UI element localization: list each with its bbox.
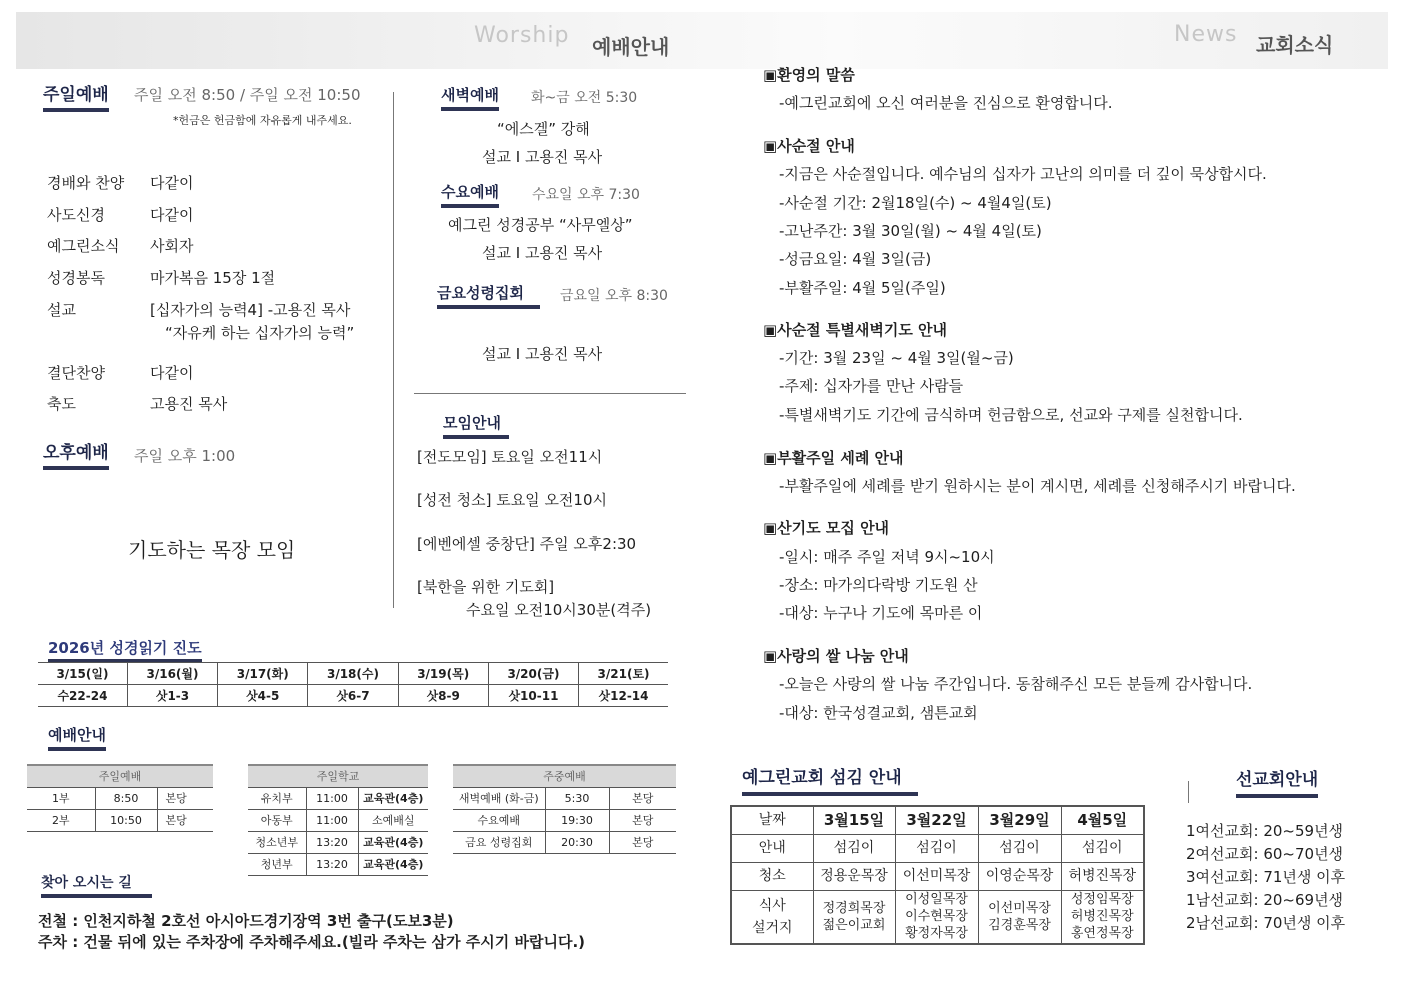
- table-cell: 섬김이: [1061, 834, 1144, 862]
- reading-date: 3/16(월): [127, 663, 217, 685]
- table-cell: 이영순목장: [978, 862, 1061, 890]
- reading-passage: 삿6-7: [308, 685, 398, 707]
- news-title: ▣부활주일 세례 안내: [763, 449, 904, 467]
- order-label: 예그린소식: [47, 237, 120, 255]
- meeting-item: [북한을 위한 기도회]: [417, 578, 555, 596]
- table-row: [248, 809, 428, 831]
- table-cell: 5:30: [545, 787, 609, 809]
- order-label: 사도신경: [47, 206, 105, 224]
- order-value: [십자가의 능력4] -고용진 목사: [150, 301, 351, 319]
- friday-time: 금요일 오후 8:30: [560, 288, 668, 304]
- table-cell: 13:20: [306, 831, 358, 853]
- mission-item: 3여선교회: 71년생 이후: [1186, 868, 1346, 886]
- order-label: 경배와 찬양: [47, 174, 125, 192]
- table-cell: 1부: [27, 787, 95, 809]
- table-cell: 허병진목장: [1061, 862, 1144, 890]
- wednesday-topic: 예그린 성경공부 “사무엘상”: [448, 216, 633, 234]
- table-cell: [895, 890, 978, 944]
- afternoon-time: 주일 오후 1:00: [134, 447, 236, 465]
- table-row: [27, 787, 213, 809]
- table-cell: 2부: [27, 809, 95, 831]
- table-cell: 11:00: [306, 787, 358, 809]
- table-cell: 3월29일: [978, 806, 1061, 834]
- table-row: [248, 787, 428, 809]
- table-cell: 이선미목장: [895, 862, 978, 890]
- news-line: -특별새벽기도 기간에 금식하며 헌금함으로, 선교와 구제를 실천합니다.: [779, 406, 1243, 424]
- table-cell: 유치부: [248, 787, 306, 809]
- table-cell: 3월15일: [813, 806, 895, 834]
- order-value: 다같이: [150, 174, 194, 192]
- sunday-school-table: [248, 764, 428, 876]
- table-row: [27, 809, 213, 831]
- offering-note: *헌금은 헌금함에 자유롭게 내주세요.: [173, 114, 352, 127]
- group-name: 허병진목장: [1070, 909, 1134, 925]
- friday-worship-title: 금요성령집회: [437, 282, 540, 309]
- group-name: 김경훈목장: [988, 917, 1051, 933]
- wednesday-time: 수요일 오후 7:30: [532, 187, 640, 203]
- reading-passage: 삿10-11: [488, 685, 578, 707]
- group-name: 황정자목장: [905, 926, 968, 942]
- sunday-worship-table: [27, 764, 213, 832]
- table-cell: 13:20: [306, 853, 358, 875]
- order-label: 설교: [47, 301, 76, 319]
- meeting-detail: 수요일 오전10시30분(격주): [466, 601, 652, 619]
- sermon-title: “자유케 하는 십자가의 능력”: [165, 324, 355, 342]
- wednesday-worship-title: 수요예배: [441, 181, 499, 208]
- reading-date: 3/17(화): [218, 663, 308, 685]
- table-cell: 교육관(4층): [358, 787, 428, 809]
- reading-date: 3/20(금): [488, 663, 578, 685]
- table-cell: 10:50: [95, 809, 157, 831]
- table-header: 주일학교: [248, 765, 428, 787]
- reading-date: 3/15(일): [38, 663, 127, 685]
- dawn-topic: “에스겔” 강해: [497, 120, 590, 138]
- table-cell: 청년부: [248, 853, 306, 875]
- table-row: [453, 809, 676, 831]
- mission-divider: [1188, 781, 1189, 803]
- mission-item: 2여선교회: 60~70년생: [1186, 845, 1344, 863]
- news-line: -일시: 매주 주일 저녁 9시~10시: [779, 548, 995, 566]
- order-value: 다같이: [150, 206, 194, 224]
- table-row: [731, 806, 1144, 834]
- worship-info-title: 예배안내: [48, 724, 106, 751]
- table-cell: [813, 890, 895, 944]
- reading-passage: 삿8-9: [398, 685, 488, 707]
- news-line: -오늘은 사랑의 쌀 나눔 주간입니다. 동참해주신 모든 분들께 감사합니다.: [779, 675, 1253, 693]
- mission-item: 1여선교회: 20~59년생: [1186, 822, 1344, 840]
- news-title: ▣사순절 안내: [763, 137, 855, 155]
- table-row: [453, 831, 676, 853]
- news-line: -대상: 한국성결교회, 샘튼교회: [779, 704, 978, 722]
- reading-passage: 수22-24: [38, 685, 127, 707]
- table-cell: 날짜: [731, 806, 813, 834]
- table-header: 주일예배: [27, 765, 213, 787]
- directions-parking: 주차 : 건물 뒤에 있는 주차장에 주차해주세요.(빌라 주차는 삼가 주시기 바랍니다.): [38, 933, 586, 951]
- meal-label: 식사: [758, 897, 786, 914]
- table-header: 주중예배: [453, 765, 676, 787]
- reading-date: 3/21(토): [579, 663, 668, 685]
- afternoon-program: 기도하는 목장 모임: [128, 538, 296, 562]
- order-label: 성경봉독: [47, 269, 105, 287]
- table-cell: 청소년부: [248, 831, 306, 853]
- table-cell: 본당: [609, 787, 676, 809]
- wednesday-preacher: 설교 I 고용진 목사: [482, 244, 603, 262]
- news-line: -사순절 기간: 2월18일(수) ~ 4월4일(토): [779, 194, 1052, 212]
- table-cell: 본당: [157, 787, 213, 809]
- table-row: [453, 787, 676, 809]
- group-name: 젊은이교회: [822, 917, 886, 933]
- meetings-title: 모임안내: [443, 412, 509, 439]
- reading-plan-table: [38, 662, 668, 707]
- table-cell: 교육관(4층): [358, 853, 428, 875]
- group-name: 이수현목장: [905, 909, 968, 925]
- table-cell: 아동부: [248, 809, 306, 831]
- table-cell: 새벽예배 (화-금): [453, 787, 545, 809]
- meeting-item: [에벤에셀 중창단] 주일 오후2:30: [417, 535, 637, 553]
- table-cell: [731, 890, 813, 944]
- service-table: [730, 805, 1145, 945]
- news-line: -부활주일: 4월 5일(주일): [779, 279, 946, 297]
- news-en-title: News: [1174, 22, 1238, 47]
- reading-date: 3/19(목): [398, 663, 488, 685]
- table-cell: 소예배실: [358, 809, 428, 831]
- news-line: -성금요일: 4월 3일(금): [779, 250, 932, 268]
- table-row: [248, 853, 428, 875]
- table-cell: 8:50: [95, 787, 157, 809]
- table-cell: 19:30: [545, 809, 609, 831]
- table-cell: 본당: [157, 809, 213, 831]
- dawn-time: 화~금 오전 5:30: [531, 90, 638, 106]
- news-line: -주제: 십자가를 만난 사람들: [779, 377, 964, 395]
- order-value: 다같이: [150, 364, 194, 382]
- group-name: 성정임목장: [1070, 892, 1134, 908]
- table-cell: 정용운목장: [813, 862, 895, 890]
- table-cell: 섬김이: [813, 834, 895, 862]
- table-cell: 11:00: [306, 809, 358, 831]
- group-name: 이성일목장: [905, 892, 968, 908]
- table-cell: 4월5일: [1061, 806, 1144, 834]
- weekday-worship-table: [453, 764, 676, 854]
- news-line: -지금은 사순절입니다. 예수님의 십자가 고난의 의미를 더 깊이 묵상합시다.: [779, 165, 1267, 183]
- sunday-times: 주일 오전 8:50 / 주일 오전 10:50: [134, 86, 361, 104]
- table-cell: 본당: [609, 831, 676, 853]
- table-row: [731, 890, 1144, 944]
- service-title: 예그린교회 섬김 안내: [742, 763, 918, 796]
- news-line: -예그린교회에 오신 여러분을 진심으로 환영합니다.: [779, 94, 1113, 112]
- reading-passage: 삿12-14: [598, 689, 649, 703]
- worship-ko-title: 예배안내: [592, 35, 670, 59]
- table-cell: [1061, 890, 1144, 944]
- order-value: 마가복음 15장 1절: [150, 269, 276, 287]
- table-cell: 섬김이: [895, 834, 978, 862]
- table-cell: 3월22일: [895, 806, 978, 834]
- order-label: 축도: [47, 395, 76, 413]
- table-row: [731, 834, 1144, 862]
- table-cell: 본당: [609, 809, 676, 831]
- dawn-worship-title: 새벽예배: [441, 84, 499, 111]
- news-title: ▣산기도 모집 안내: [763, 519, 890, 537]
- table-cell: 교육관(4층): [358, 831, 428, 853]
- table-cell: 수요예배: [453, 809, 545, 831]
- table-row: [731, 862, 1144, 890]
- dawn-preacher: 설교 I 고용진 목사: [482, 148, 603, 166]
- news-title: ▣사순절 특별새벽기도 안내: [763, 321, 948, 339]
- group-name: 홍연정목장: [1070, 926, 1134, 942]
- mission-list: [1186, 820, 1345, 935]
- news-title: ▣환영의 말씀: [763, 66, 855, 84]
- reading-passage: 삿4-5: [218, 685, 308, 707]
- table-cell: 금요 성령집회: [453, 831, 545, 853]
- reading-plan-title: 2026년 성경읽기 진도: [48, 637, 202, 662]
- news-line: -장소: 마가의다락방 기도원 산: [779, 576, 978, 594]
- mission-item: 2남선교회: 70년생 이후: [1186, 914, 1346, 932]
- friday-preacher: 설교 I 고용진 목사: [482, 345, 603, 363]
- sunday-worship-title: 주일예배: [43, 80, 109, 112]
- column-divider: [393, 92, 394, 608]
- table-cell: [978, 890, 1061, 944]
- table-cell: 청소: [731, 862, 813, 890]
- meeting-item: [전도모임] 토요일 오전11시: [417, 448, 603, 466]
- table-cell: 20:30: [545, 831, 609, 853]
- mission-title: 선교회안내: [1236, 765, 1318, 798]
- dish-label: 설거지: [751, 919, 793, 936]
- order-label: 결단찬양: [47, 364, 105, 382]
- directions-title: 찾아 오시는 길: [41, 872, 152, 898]
- section-divider: [414, 393, 686, 394]
- afternoon-worship-title: 오후예배: [43, 438, 109, 470]
- table-row: [248, 831, 428, 853]
- order-value: 사회자: [150, 237, 194, 255]
- news-line: -대상: 누구나 기도에 목마른 이: [779, 604, 983, 622]
- directions-subway: 전철 : 인천지하철 2호선 아시아드경기장역 3번 출구(도보3분): [38, 912, 454, 930]
- table-cell: 섬김이: [978, 834, 1061, 862]
- reading-passage: 삿1-3: [127, 685, 217, 707]
- group-name: 정경희목장: [822, 900, 886, 916]
- order-value: 고용진 목사: [150, 395, 228, 413]
- news-line: -부활주일에 세례를 받기 원하시는 분이 계시면, 세례를 신청해주시기 바랍니다.: [779, 477, 1296, 495]
- group-name: 이선미목장: [988, 900, 1051, 916]
- table-cell: 안내: [731, 834, 813, 862]
- news-line: -고난주간: 3월 30일(월) ~ 4월 4일(토): [779, 222, 1042, 240]
- news-ko-title: 교회소식: [1256, 33, 1334, 57]
- news-line: -기간: 3월 23일 ~ 4월 3일(월~금): [779, 349, 1014, 367]
- reading-date: 3/18(수): [308, 663, 398, 685]
- meeting-item: [성전 청소] 토요일 오전10시: [417, 491, 607, 509]
- worship-en-title: Worship: [474, 23, 570, 48]
- news-title: ▣사랑의 쌀 나눔 안내: [763, 647, 909, 665]
- mission-item: 1남선교회: 20~69년생: [1186, 891, 1344, 909]
